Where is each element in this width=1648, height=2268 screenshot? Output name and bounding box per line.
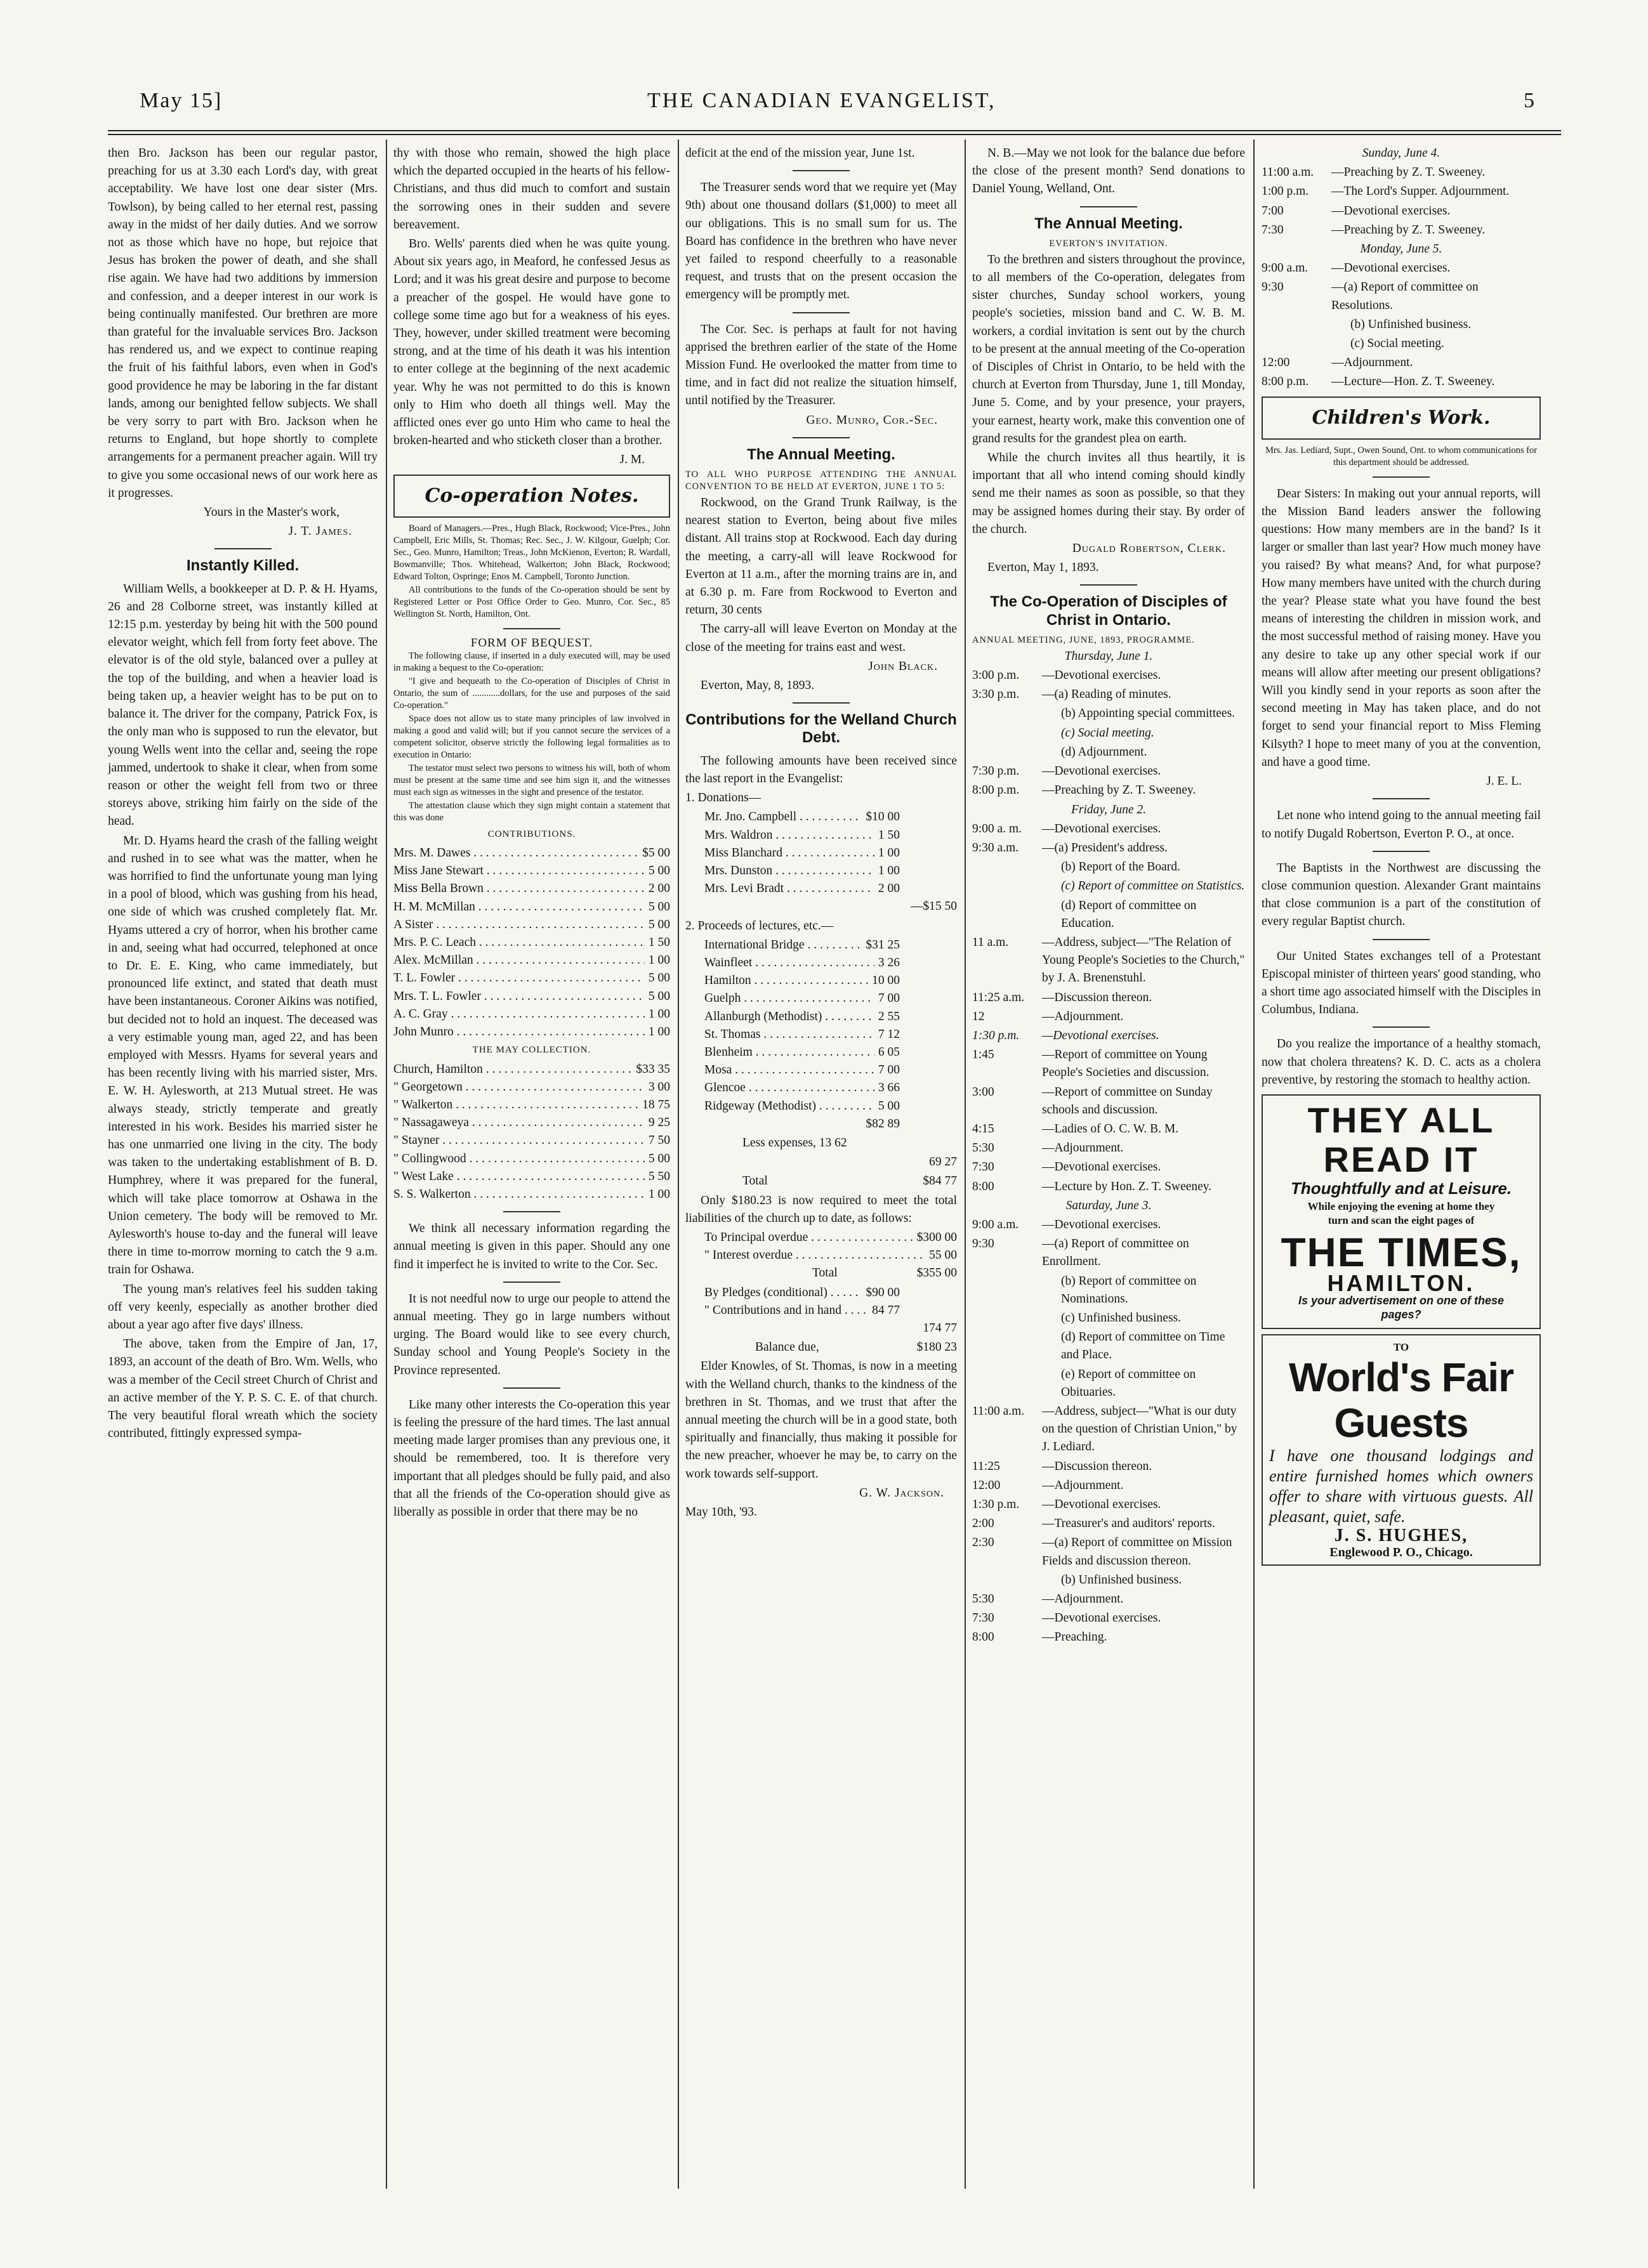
- column-rule: [965, 140, 966, 2189]
- article-paragraph: thy with those who remain, showed the high place which the departed occupied in the hearts of his fellow-Christians, and thus did much to comfort and sustain the sorrowing ones in their sudden and severe bereavement.: [393, 147, 670, 232]
- signature: Geo. Munro, Cor.-Sec.: [806, 413, 938, 427]
- list-item: Mrs. T. L. Fowler . . . 5 00: [393, 988, 670, 1006]
- ad-headline: THEY ALL: [1307, 1099, 1495, 1140]
- list-item: (b) Unfinished business.: [1350, 317, 1472, 331]
- column-rule: [1253, 140, 1255, 2189]
- dateline: Everton, May, 8, 1893.: [701, 679, 815, 693]
- article-paragraph: We think all necessary information regarding the annual meeting is given in this paper. Should any one find it imperfect he is invited to write to the Cor. Sec.: [393, 1222, 670, 1271]
- list-item: 8:00 p.m. —Preaching by Z. T. Sweeney.: [972, 783, 1196, 797]
- article-heading: The Annual Meeting.: [1034, 214, 1183, 232]
- balance-value: $180 23: [916, 1340, 957, 1354]
- friday-programme: [972, 820, 1245, 1196]
- list-item: 11:00 a.m. —Preaching by Z. T. Sweeney.: [1262, 166, 1486, 180]
- list-item: (b) Report of committee on Nominations.: [1061, 1274, 1197, 1306]
- board-of-managers: Board of Managers.—Pres., Hugh Black, Rockwood; Vice-Pres., John Campbell, Eric Mills, St. Thomas; Rec. Sec., J. W. Kilgour, Guelph; Cor. Sec., Geo. Munro, Hamilton; Treas., John McKienon, Everton; R. Wardall, Bowmanville; Thos. Whitehead, Walkerton; John Black, Rockwood; Edward Tolton, Ospringe; Enos M. Campbell, Toronto Junction.: [393, 523, 670, 582]
- list-item: 7:30 —Devotional exercises.: [972, 1160, 1161, 1174]
- separator: [214, 548, 272, 549]
- total-label: Total: [742, 1174, 768, 1188]
- list-item: Miss Bella Brown . . . 2 00: [393, 880, 670, 898]
- list-item: A. C. Gray . . . 1 00: [393, 1006, 670, 1023]
- list-item: (c) Report of committee on Statistics.: [1061, 879, 1245, 893]
- list-item: Mrs. Levi Bradt . . . 2 00: [704, 880, 900, 898]
- article-heading: The Annual Meeting.: [747, 445, 895, 463]
- article-paragraph: Dear Sisters: In making out your annual reports, will the Mission Band leaders answer the following questions: How many members are in the band? Is it larger or smaller than last year? How much money have you raised? By what means? And, for what purpose? How many members have united with the church during the year? Please state what you have found the best means of interesting the children in mission work, and the most successful method of raising money. Have you any desire to take up any other special work if our means will allow after meeting our present obligations? Will you kindly send in your reports as soon after the second meeting in May has taken place, and do not forget to send your financial report to Miss Fleming Kilsyth? I hope to meet many of you at the convention, and have a good time.: [1262, 487, 1541, 769]
- list-item: (c) Social meeting.: [1350, 337, 1444, 351]
- list-item: 11:25 a.m. —Discussion thereon.: [972, 990, 1152, 1004]
- sunday-programme: [1262, 164, 1541, 239]
- article-paragraph: then Bro. Jackson has been our regular pastor, preaching for us at 3.30 each Lord's day, with great acceptability. We have lost one dear sister (Mrs. Towlson), by being called to her eternal rest, passing away in the midst of her daily duties. And we sorrow not as those which have no hope, but rejoice that Jesus has broken the power of death, and she shall rise again. We have had two additions by immersion and confession, and a deeper interest in our work is being continually manifested. Our brethren are more than grateful for the invaluable services Bro. Jackson has rendered us, and we expect to continue reaping the fruit of his faithful labors, even when in God's good providence he may be laboring in the far distant lands, among our benighted fellow subjects. We shall be very sorry to part with Bro. Jackson when he returns to England, but hope shortly to complete arrangements for a permanent preacher again. Will try to give you some occasional news of our work here as it progresses.: [108, 147, 378, 500]
- section-label: 2. Proceeds of lectures, etc.—: [685, 919, 834, 933]
- bequest-text: The testator must select two persons to witness his will, both of whom must be present at the same time and see him sign it, and the witnesses must each sign as witnesses in the sight and presence of the testator.: [393, 763, 670, 797]
- separator: [1080, 206, 1137, 207]
- saturday-programme: [972, 1216, 1245, 1647]
- lectures-sum: $82 89: [866, 1117, 900, 1131]
- issue-date: May 15]: [140, 89, 223, 112]
- list-item: 2:30 —(a) Report of committee on Mission Fields and discussion thereon.: [972, 1536, 1232, 1568]
- list-item: 2:00 —Treasurer's and auditors' reports.: [972, 1517, 1215, 1531]
- article-paragraph: The Cor. Sec. is perhaps at fault for not having apprised the brethren earlier of the state of the Home Mission Fund. He overlooked the matter from time to time, and in fact did not realize the situation himself, until notified by the Treasurer.: [685, 322, 957, 408]
- lectures-net: 69 27: [929, 1155, 957, 1169]
- column-5: [1262, 145, 1541, 2206]
- list-item: 7:00 —Devotional exercises.: [1262, 204, 1451, 218]
- article-paragraph: It is not needful now to urge our people to attend the annual meeting. They go in large numbers without urging. The Board would like to see every church, Sunday school and Young People's Society in the Province represented.: [393, 1292, 670, 1377]
- column-2: [393, 145, 670, 2206]
- article-paragraph: Elder Knowles, of St. Thomas, is now in a meeting with the Welland church, thanks to the kindness of the brethren in St. Thomas, and we trust that after the annual meeting the church will be in a good state, both spiritually and financially, thus making it possible for the new preacher, whoever he may be, to carry on the work towards self-support.: [685, 1360, 957, 1481]
- list-item: Mrs. P. C. Leach . . . 1 50: [393, 934, 670, 952]
- list-item: 8:00 —Preaching.: [972, 1630, 1107, 1644]
- list-item: " Interest overdue . . . 55 00: [685, 1247, 957, 1264]
- article-paragraph: Like many other interests the Co-operation this year is feeling the pressure of the hard times. The last annual meeting made larger promises than any previous one, it should be remembered, too. It is therefore very important that all pledges should be fully paid, and also that all the friends of the Co-operation should give as liberally as possible in order that there may be no: [393, 1398, 670, 1519]
- list-item: Ridgeway (Methodist) . . . 5 00: [704, 1098, 900, 1115]
- times-advertisement: [1262, 1094, 1541, 1329]
- list-item: " Georgetown . . . 3 00: [393, 1078, 670, 1096]
- ad-title: World's Fair Guests: [1288, 1354, 1514, 1446]
- column-rule: [386, 140, 387, 2189]
- list-item: S. S. Walkerton . . . 1 00: [393, 1186, 670, 1203]
- list-item: International Bridge . . . $31 25: [704, 936, 900, 954]
- article-subheading: EVERTON'S INVITATION.: [1049, 238, 1168, 249]
- ad-question: Is your advertisement on one of these pages?: [1298, 1294, 1505, 1321]
- separator: [793, 702, 850, 704]
- bequest-text: "I give and bequeath to the Co-operation of Disciples of Christ in Ontario, the sum of ............dollars, for the use and purposes of the said Co-operation.": [393, 676, 670, 711]
- liab-total-label: Total: [812, 1266, 838, 1280]
- column-1: [108, 145, 378, 2206]
- list-item: 12:00 —Adjournment.: [1262, 356, 1413, 370]
- list-item: 9:30 —(a) Report of committee on Enrollment.: [972, 1237, 1189, 1269]
- list-item: Miss Blanchard . . . 1 00: [704, 844, 900, 862]
- column-rule: [678, 140, 679, 2189]
- list-item: St. Thomas . . . 7 12: [704, 1026, 900, 1044]
- subtotal: —$15 50: [910, 900, 957, 914]
- ad-headline: READ IT: [1323, 1139, 1479, 1179]
- list-item: 7:30 —Devotional exercises.: [972, 1611, 1161, 1625]
- list-item: Alex. McMillan . . . 1 00: [393, 952, 670, 969]
- list-item: (b) Report of the Board.: [1061, 860, 1180, 874]
- article-paragraph: The following amounts have been received since the last report in the Evangelist:: [685, 754, 957, 785]
- list-item: 11 a.m. —Address, subject—"The Relation of Young People's Societies to the Church," by J. A. Brenenstuhl.: [972, 935, 1245, 985]
- ad-address: Englewood P. O., Chicago.: [1329, 1545, 1473, 1559]
- ad-title: THE TIMES,: [1281, 1229, 1522, 1276]
- separator: [1373, 939, 1430, 940]
- article-paragraph: Mr. D. Hyams heard the crash of the falling weight and rushed in to see what was the matter, when he was horrified to find the unfortunate young man lying in a pool of blood, which was gushing from his head, one side of which was crushed completely flat. Mr. Hyams uttered a cry of horror, when his brother came in and, seeing what had occurred, telephoned at once to Dr. E. E. King, who came immediately, but pronounced life extinct, and stated that death must have been instantaneous. Coroner Aikins was notified, but decided not to hold an inquest. The deceased was a very estimable young man, aged 22, and has been employed with Messrs. Hyams for several years and has been recently living with his married sister, Mrs. E. W. H. Aylesworth, at 213 Mutual street. He was always steady, strictly temperate and greatly interested in his work. Besides his married sister he has one unmarried one living in the city. The body was taken to the undertaking establishment of B. D. Humphrey, where it was prepared for the funeral, which will take place tomorrow at Oshawa in the Union cemetery. The body will be removed to Mr. Aylesworth's house to-day and the funeral will leave there in time to-morrow morning to catch the 9 a.m. train for Oshawa.: [108, 834, 378, 1277]
- dateline: Everton, May 1, 1893.: [987, 561, 1099, 575]
- article-subheading: TO ALL WHO PURPOSE ATTENDING THE ANNUAL CONVENTION TO BE HELD AT EVERTON, JUNE 1 TO 5:: [685, 469, 957, 492]
- list-item: Wainfleet . . . 3 26: [704, 954, 900, 972]
- liab-total-row: [685, 1264, 957, 1282]
- article-paragraph: Rockwood, on the Grand Trunk Railway, is the nearest station to Everton, being about five miles distant. All trains stop at Rockwood. Each day during the meeting, a carry-all will leave Rockwood for Everton at 11 a.m., after the morning trains are in, and at 6.30 p. m. Fare from Rockwood to Everton and return, 30 cents: [685, 496, 957, 617]
- list-item: " Stayner . . . 7 50: [393, 1132, 670, 1150]
- box-title: Co-operation Notes.: [425, 484, 639, 507]
- list-item: " Walkerton . . . 18 75: [393, 1096, 670, 1114]
- list-item: A Sister . . . 5 00: [393, 916, 670, 934]
- separator: [1373, 851, 1430, 852]
- list-item: Mosa . . . 7 00: [704, 1061, 900, 1079]
- page-number: 5: [1524, 89, 1536, 112]
- signature: G. W. Jackson.: [859, 1486, 944, 1500]
- list-item: 9:30 a.m. —(a) President's address.: [972, 841, 1168, 855]
- page-header: [127, 82, 1548, 127]
- article-paragraph: The Baptists in the Northwest are discussing the close communion question. Alexander Grant maintains that close communion is a part of the constitution of every regular Baptist church.: [1262, 861, 1541, 929]
- list-item: 3:30 p.m. —(a) Reading of minutes.: [972, 688, 1171, 702]
- masthead-title: THE CANADIAN EVANGELIST,: [647, 89, 996, 112]
- list-item: (e) Report of committee on Obituaries.: [1061, 1367, 1196, 1399]
- less-expenses-value: 13 62: [819, 1136, 847, 1150]
- lectures-list: [685, 936, 957, 1115]
- list-item: " Collingwood . . . 5 00: [393, 1150, 670, 1168]
- article-heading: The Co-Operation of Disciples of Christ in Ontario.: [990, 593, 1227, 629]
- list-item: Allanburgh (Methodist) . . . 2 55: [704, 1008, 900, 1026]
- total-row: [685, 1172, 957, 1190]
- thursday-programme: [972, 667, 1245, 799]
- list-item: 9:30 —(a) Report of committee on Resolutions.: [1262, 280, 1479, 312]
- day-heading: Monday, June 5.: [1360, 242, 1442, 256]
- list-item: 5:30 —Adjournment.: [972, 1141, 1124, 1155]
- list-item: 3:00 —Report of committee on Sunday schools and discussion.: [972, 1085, 1213, 1117]
- worlds-fair-advertisement: [1262, 1334, 1541, 1565]
- list-item: 4:15 —Ladies of O. C. W. B. M.: [972, 1122, 1179, 1136]
- article-paragraph: William Wells, a bookkeeper at D. P. & H. Hyams, 26 and 28 Colborne street, was instantly killed at 12:15 p.m. yesterday by being hit with the 500 pound elevator weight, which fell from forty feet above. The elevator is of the old style, balanced over a pulley at the top of the building, and when a heavier load is being taken up, a heavier weight has to be put on to balance it. The driver for the company, Patrick Fox, is the only man who is supposed to run the elevator, but young Wells went into the cellar and, seeing the rope jammed, undertook to shake it clear, when from some reason or other the weight fell from two or three storeys above, striking him fairly on the side of the head.: [108, 582, 378, 829]
- ad-to: TO: [1393, 1341, 1409, 1354]
- separator: [793, 312, 850, 313]
- closing: Yours in the Master's work,: [203, 506, 339, 520]
- list-item: Miss Jane Stewart . . . 5 00: [393, 862, 670, 880]
- article-paragraph: Only $180.23 is now required to meet the total liabilities of the church up to date, as follows:: [685, 1193, 957, 1225]
- separator: [1373, 476, 1430, 478]
- balance-row: [685, 1339, 957, 1356]
- credits-total: 174 77: [923, 1321, 957, 1335]
- list-item: " Nassagaweya . . . 9 25: [393, 1114, 670, 1132]
- article-paragraph: Do you realize the importance of a healthy stomach, now that cholera threatens? K. D. C. acts as a cholera preventive, by restoring the stomach to healthy action.: [1262, 1037, 1541, 1087]
- column-3: [685, 145, 957, 2206]
- article-paragraph: Let none who intend going to the annual meeting fail to notify Dugald Robertson, Everton P. O., at once.: [1262, 809, 1541, 841]
- may-collection-list: [393, 1061, 670, 1204]
- separator: [503, 1211, 560, 1212]
- ad-city: HAMILTON.: [1327, 1270, 1475, 1297]
- initials: J. M.: [619, 453, 645, 467]
- donations-list: [685, 808, 957, 898]
- section-label: 1. Donations—: [685, 791, 761, 805]
- article-paragraph: The Treasurer sends word that we require yet (May 9th) about one thousand dollars ($1,000) to meet all our obligations. This is no small sum for us. The Board has confidence in the brethren who have never yet failed to respond cheerfully to a reasonable request, and trusts that on the present occasion the emergency will be promptly met.: [685, 181, 957, 302]
- signature: J. T. James.: [288, 525, 352, 539]
- balance-label: Balance due,: [755, 1340, 819, 1354]
- list-item: 3:00 p.m. —Devotional exercises.: [972, 669, 1161, 683]
- article-heading: Instantly Killed.: [186, 557, 300, 575]
- day-heading: Friday, June 2.: [1071, 803, 1147, 816]
- list-item: 11:00 a.m. —Address, subject—"What is our duty on the question of Christian Union," by J. Lediard.: [972, 1405, 1237, 1454]
- article-paragraph: The young man's relatives feel his sudden taking off very keenly, especially as another brother died about a year ago after five days' illness.: [108, 1282, 378, 1332]
- ad-body: I have one thousand lodgings and entire furnished homes which owners offer to share with virtuous guests. All pleasant, quiet, safe.: [1269, 1446, 1533, 1526]
- list-item: (c) Unfinished business.: [1061, 1311, 1182, 1325]
- may-collection-title: THE MAY COLLECTION.: [472, 1045, 591, 1056]
- column-4: [972, 145, 1245, 2206]
- list-item: 8:00 —Lecture by Hon. Z. T. Sweeney.: [972, 1179, 1212, 1193]
- department-note: Mrs. Jas. Lediard, Supt., Owen Sound, Ont. to whom communications for this department should be addressed.: [1265, 445, 1538, 468]
- bequest-text: Space does not allow us to state many principles of law involved in making a good and valid will; but if you cannot secure the services of a competent solicitor, observe strictly the following legal formalities as to execution in Ontario:: [393, 713, 670, 760]
- list-item: Mrs. Waldron . . . 1 50: [704, 827, 900, 844]
- list-item: To Principal overdue . . . $300 00: [685, 1229, 957, 1247]
- signature: Dugald Robertson, Clerk.: [1072, 542, 1226, 556]
- bequest-text: The attestation clause which they sign might contain a statement that this was done: [393, 800, 670, 823]
- list-item: (b) Unfinished business.: [1061, 1573, 1182, 1587]
- list-item: 11:25 —Discussion thereon.: [972, 1459, 1152, 1473]
- article-paragraph: The above, taken from the Empire of Jan, 17, 1893, an account of the death of Bro. Wm. Wells, who was a member of the Cecil street Church of Christ and an active member of the Y. P. S. C. E. of that church. The very beautiful floral wreath which the society contributed, fittingly expressed sympa-: [108, 1337, 378, 1441]
- list-item: 8:00 p.m. —Lecture—Hon. Z. T. Sweeney.: [1262, 375, 1495, 389]
- separator: [503, 1281, 560, 1283]
- list-item: 9:00 a.m. —Devotional exercises.: [972, 1217, 1161, 1231]
- article-heading: Contributions for the Welland Church Debt.: [685, 711, 957, 747]
- list-item: (b) Appointing special committees.: [1061, 707, 1236, 721]
- list-item: Glencoe . . . 3 66: [704, 1079, 900, 1097]
- day-heading: Saturday, June 3.: [1065, 1198, 1152, 1212]
- article-paragraph: N. B.—May we not look for the balance due before the close of the present month? Send donations to Daniel Young, Welland, Ont.: [972, 147, 1245, 196]
- separator: [1373, 798, 1430, 799]
- list-item: Blenheim . . . 6 05: [704, 1044, 900, 1061]
- article-paragraph: While the church invites all thus heartily, it is important that all who intend coming should kindly send me their names as soon as possible, so that they may be assigned homes during their stay. By order of the church.: [972, 451, 1245, 536]
- list-item: Guelph . . . 7 00: [704, 990, 900, 1007]
- list-item: 1:30 p.m. —Devotional exercises.: [972, 1498, 1161, 1512]
- dateline: May 10th, '93.: [685, 1505, 757, 1519]
- list-item: (c) Social meeting.: [1061, 726, 1154, 740]
- ad-name: J. S. HUGHES,: [1334, 1526, 1468, 1546]
- list-item: 7:30 —Preaching by Z. T. Sweeney.: [1262, 223, 1486, 237]
- article-paragraph: The carry-all will leave Everton on Monday at the close of the meeting for trains east and west.: [685, 622, 957, 654]
- monday-programme: [1262, 259, 1541, 391]
- list-item: Hamilton . . . 10 00: [704, 972, 900, 990]
- header-rule-2: [108, 134, 1561, 135]
- list-item: Mrs. Dunston . . . 1 00: [704, 862, 900, 880]
- box-title: Children's Work.: [1312, 406, 1491, 429]
- article-subheading: ANNUAL MEETING, JUNE, 1893, PROGRAMME.: [972, 634, 1195, 645]
- list-item: 12:00 —Adjournment.: [972, 1478, 1124, 1492]
- total-value: $84 77: [923, 1174, 957, 1188]
- list-item: (d) Report of committee on Education.: [1061, 898, 1197, 930]
- list-item: By Pledges (conditional) . . . $90 00: [685, 1284, 957, 1302]
- bequest-title: FORM OF BEQUEST.: [470, 636, 593, 650]
- separator: [793, 170, 850, 171]
- list-item: John Munro . . . 1 00: [393, 1023, 670, 1041]
- separator: [503, 628, 560, 629]
- bequest-text: The following clause, if inserted in a duly executed will, may be used in making a bequest to the Co-operation:: [393, 650, 670, 673]
- ad-text: While enjoying the evening at home they turn and scan the eight pages of: [1307, 1200, 1495, 1227]
- list-item: Mrs. M. Dawes . . . $5 00: [393, 844, 670, 862]
- list-item: 1:00 p.m. —The Lord's Supper. Adjournment.: [1262, 185, 1510, 199]
- separator: [1373, 1026, 1430, 1028]
- article-paragraph: deficit at the end of the mission year, June 1st.: [685, 147, 915, 160]
- separator: [793, 437, 850, 438]
- signature: John Black.: [868, 659, 938, 673]
- separator: [503, 1387, 560, 1389]
- signature: J. E. L.: [1486, 775, 1522, 789]
- list-item: 12 —Adjournment.: [972, 1009, 1124, 1023]
- contribution-note: All contributions to the funds of the Co-operation should be sent by Registered Letter or Post Office Order to Geo. Munro, Cor. Sec., 85 Wellington St. North, Hamilton, Ont.: [393, 584, 670, 619]
- contributions-list: [393, 844, 670, 1041]
- list-item: 1:30 p.m. —Devotional exercises.: [972, 1028, 1159, 1042]
- separator: [1080, 584, 1137, 586]
- less-expenses-label: Less expenses,: [742, 1136, 816, 1150]
- list-item: H. M. McMillan . . . 5 00: [393, 898, 670, 916]
- list-item: 7:30 p.m. —Devotional exercises.: [972, 764, 1161, 778]
- ad-tagline: Thoughtfully and at Leisure.: [1290, 1178, 1512, 1198]
- liab-total-value: $355 00: [916, 1266, 957, 1280]
- childrens-work-box: [1262, 397, 1541, 440]
- article-paragraph: Bro. Wells' parents died when he was quite young. About six years ago, in Meaford, he confessed Jesus as Lord; and it was his great desire and purpose to become a preacher of the gospel. He would have gone to college some time ago but for a weakness of his eyes. They, however, under skilled treatment were becoming strong, and at the time of his death it was his intention to enter college at the beginning of the next academic year. Why he was not permitted to do this is known only to Him who doeth all things well. May the afflicted ones ever go unto Him who came to heal the broken-hearted and who sticketh closer than a brother.: [393, 237, 670, 448]
- list-item: 1:45 —Report of committee on Young People's Societies and discussion.: [972, 1048, 1210, 1080]
- list-item: 5:30 —Adjournment.: [972, 1592, 1124, 1606]
- contributions-title: CONTRIBUTIONS.: [487, 829, 576, 839]
- header-rule: [108, 130, 1561, 131]
- day-heading: Sunday, June 4.: [1362, 147, 1440, 160]
- list-item: Church, Hamilton . . . $33 35: [393, 1061, 670, 1078]
- list-item: (d) Adjournment.: [1061, 745, 1147, 759]
- list-item: 9:00 a.m. —Devotional exercises.: [1262, 261, 1451, 275]
- day-heading: Thursday, June 1.: [1064, 649, 1153, 663]
- list-item: T. L. Fowler . . . 5 00: [393, 969, 670, 987]
- list-item: (d) Report of committee on Time and Place.: [1061, 1330, 1225, 1362]
- less-expenses-row: [685, 1134, 957, 1152]
- article-paragraph: To the brethren and sisters throughout the province, to all members of the Co-operation, delegates from sister churches, Sunday school workers, young people's societies, mission band and C. W. B. M. workers, a cordial invitation is sent out by the church to be present at the annual meeting of the Co-operation of Disciples of Christ in Ontario, to be held with the church at Everton from Thursday, June 1, till Monday, June 5. Come, and by your presence, your prayers, your earnest, hearty work, make this convention one of grand results for the grandest plea on earth.: [972, 252, 1245, 445]
- cooperation-notes-box: [393, 475, 670, 518]
- list-item: " Contributions and in hand . . . 84 77: [685, 1302, 957, 1320]
- list-item: Mr. Jno. Campbell . . . $10 00: [704, 808, 900, 826]
- article-paragraph: Our United States exchanges tell of a Protestant Episcopal minister of thirteen years' good standing, who a short time ago associated himself with the Disciples in Columbus, Indiana.: [1262, 949, 1541, 1017]
- list-item: 9:00 a. m. —Devotional exercises.: [972, 822, 1161, 836]
- list-item: " West Lake . . . 5 50: [393, 1168, 670, 1186]
